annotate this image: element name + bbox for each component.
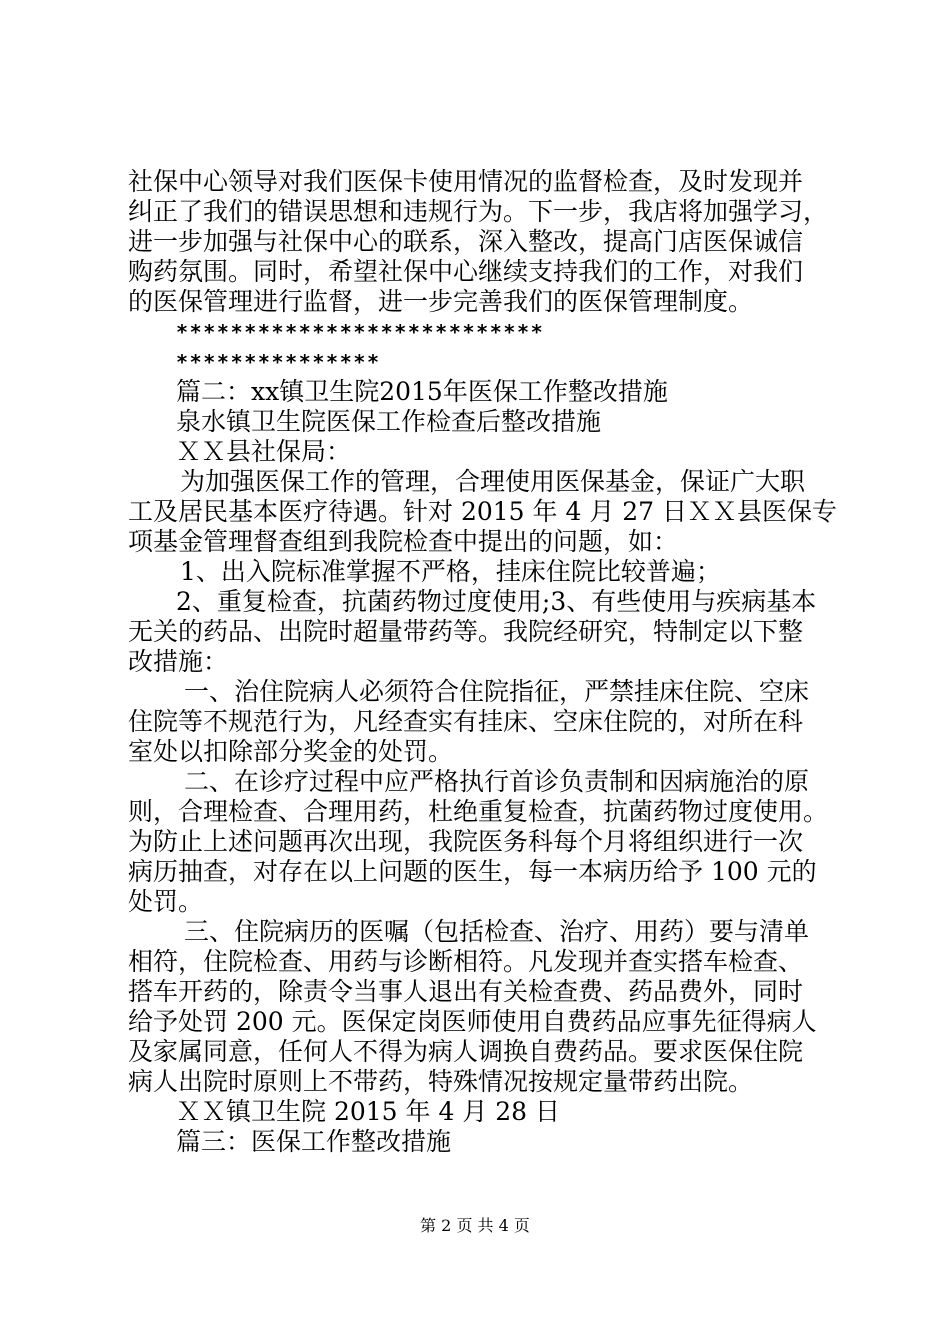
text-line: 篇三：医保工作整改措施: [176, 1127, 452, 1156]
text-line: 三、住院病历的医嘱（包括检查、治疗、用药）要与清单: [184, 917, 810, 946]
text-line: 给予处罚 200 元。医保定岗医师使用自费药品应事先征得病人: [128, 1007, 817, 1036]
text-line: 工及居民基本医疗待遇。针对 2015 年 4 月 27 日ＸＸ县医保专: [128, 497, 838, 526]
text-line: 为加强医保工作的管理，合理使用医保基金，保证广大职: [180, 467, 806, 496]
text-line: 搭车开药的，除责令当事人退出有关检查费、药品费外，同时: [128, 977, 804, 1006]
document-body: [128, 167, 838, 1157]
text-line: 社保中心领导对我们医保卡使用情况的监督检查，及时发现并: [128, 167, 804, 196]
text-line: 购药氛围。同时，希望社保中心继续支持我们的工作，对我们: [128, 257, 804, 286]
text-line: 2、重复检查，抗菌药物过度使用;3、有些使用与疾病基本: [176, 587, 817, 616]
text-line: 住院等不规范行为，凡经查实有挂床、空床住院的，对所在科: [128, 707, 804, 736]
text-line: 室处以扣除部分奖金的处罚。: [128, 737, 454, 766]
text-line: 纠正了我们的错误思想和违规行为。下一步，我店将加强学习，: [128, 197, 829, 226]
text-line: ＸＸ县社保局：: [176, 437, 352, 466]
text-line: 一、治住院病人必须符合住院指征，严禁挂床住院、空床: [184, 677, 810, 706]
text-line: ＸＸ镇卫生院 2015 年 4 月 28 日: [176, 1097, 561, 1126]
text-line: 则，合理检查、合理用药，杜绝重复检查，抗菌药物过度使用。: [128, 797, 829, 826]
text-line: 进一步加强与社保中心的联系，深入整改，提高门店医保诚信: [128, 227, 804, 256]
text-line: 无关的药品、出院时超量带药等。我院经研究，特制定以下整: [128, 617, 804, 646]
text-line: 篇二：xx镇卫生院2015年医保工作整改措施: [176, 377, 668, 406]
page-footer: 第 2 页 共 4 页: [420, 1216, 530, 1235]
text-line: 相符，住院检查、用药与诊断相符。凡发现并查实搭车检查、: [128, 947, 804, 976]
text-line: 改措施：: [128, 647, 229, 676]
text-line: 项基金管理督查组到我院检查中提出的问题，如：: [128, 527, 679, 556]
text-line: 二、在诊疗过程中应严格执行首诊负责制和因病施治的原: [184, 767, 810, 796]
separator-line: ***************: [176, 350, 381, 374]
text-line: 1、出入院标准掌握不严格，挂床住院比较普遍；: [180, 557, 721, 586]
text-line: 泉水镇卫生院医保工作检查后整改措施: [176, 407, 602, 436]
text-line: 处罚。: [128, 887, 204, 916]
text-line: 及家属同意，任何人不得为病人调换自费药品。要求医保住院: [128, 1037, 804, 1066]
text-line: 的医保管理进行监督，进一步完善我们的医保管理制度。: [128, 287, 754, 316]
separator-line: ***************************: [176, 320, 545, 344]
text-line: 病人出院时原则上不带药，特殊情况按规定量带药出院。: [128, 1067, 754, 1096]
text-line: 病历抽查，对存在以上问题的医生，每一本病历给予 100 元的: [128, 857, 817, 886]
text-line: 为防止上述问题再次出现，我院医务科每个月将组织进行一次: [128, 827, 804, 856]
